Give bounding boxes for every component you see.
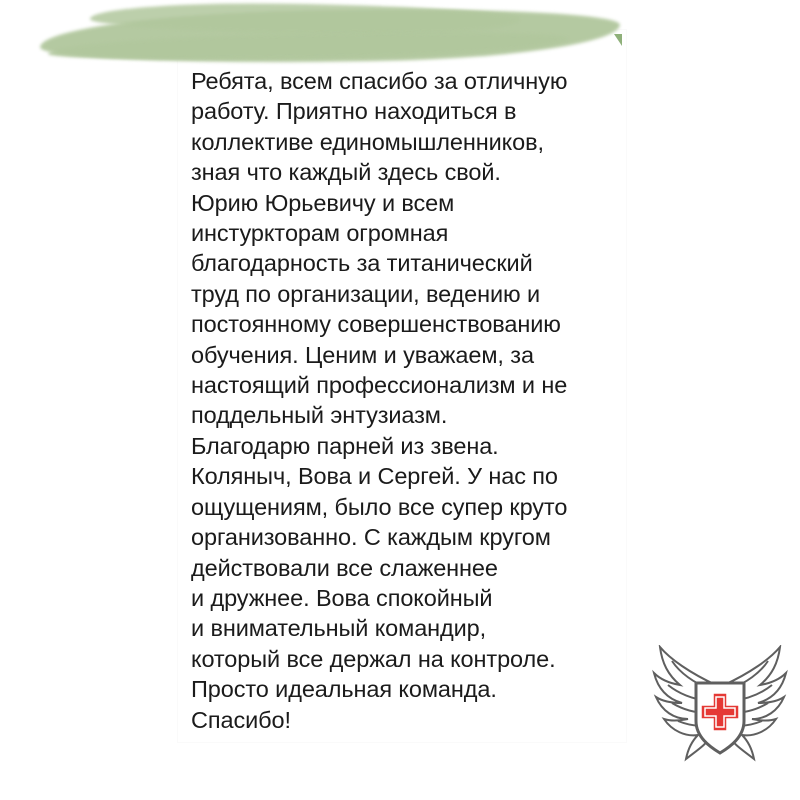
bubble-tail: [614, 34, 622, 46]
message-text: Ребята, всем спасибо за отличную работу. Приятно находиться в коллективе единомышленников, зная что каждый здесь свой. Юрию Юрьевичу и всем инстурктoрам огромная благодарность за титанический труд по организации, ведению и постоянному совершенствованию обучения. Ценим и уважаем, за настоящий профессионализм и не поддельный энтузиазм. Благодарю парней из звена. Коляныч, Вова и Сергей. У нас по ощущениям, было все супер круто организованно. С каждым кругом действовали все слаженнее и дружнее. Вова спокойный и внимательный командир, который все держал на контроле. Просто идеальная команда. Спасибо!: [191, 68, 568, 733]
winged-shield-red-cross-icon: [650, 645, 790, 765]
